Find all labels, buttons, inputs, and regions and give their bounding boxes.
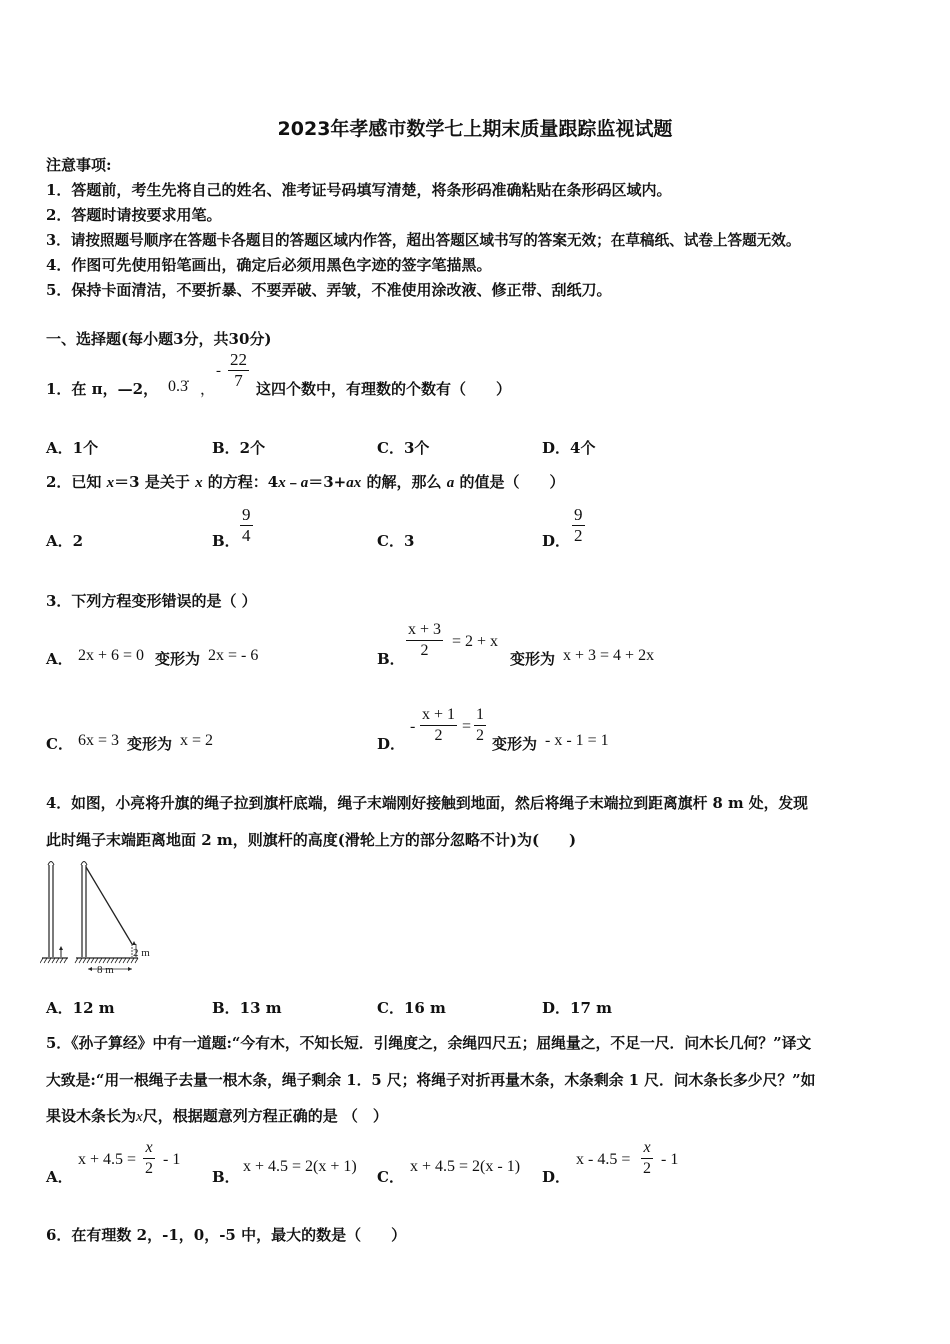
q5-a-tail: - 1 — [163, 1151, 181, 1168]
q2-b-num: 9 — [242, 505, 251, 524]
notice-item-2: 2．答题时请按要求用笔。 — [46, 206, 222, 224]
q2-var-ax: ax — [346, 475, 362, 491]
q2-var-x3: x — [278, 475, 286, 491]
q2-var-x: x — [106, 475, 115, 491]
q3-d-eq2: - x - 1 = 1 — [545, 732, 609, 749]
q1-sep: ， — [200, 380, 216, 398]
q3-stem: 3．下列方程变形错误的是（ ） — [46, 592, 257, 610]
q5-l3a: 果设木条长为 — [46, 1107, 137, 1125]
q3-option-c-label[interactable]: C． — [46, 735, 73, 753]
page-title: 2023年孝感市数学七上期末质量跟踪监视试题 — [277, 118, 673, 140]
notice-item-5: 5．保持卡面清洁，不要折暴、不要弄破、弄皱，不准使用涂改液、修正带、刮纸刀。 — [46, 281, 612, 299]
q3-c-mid: 变形为 — [127, 735, 173, 753]
q5-c-eq: x + 4.5 = 2(x - 1) — [410, 1158, 521, 1175]
q2-option-d-fraction — [572, 505, 585, 546]
q5-d-num: x — [641, 1138, 653, 1159]
q5-option-b-label[interactable]: B． — [212, 1168, 240, 1186]
q2-t1: 2．已知 — [46, 473, 107, 491]
q1-suffix: 这四个数中，有理数的个数有（ ） — [256, 380, 512, 398]
q3-b-mid: 变形为 — [510, 650, 556, 668]
q1-repeating-decimal: 0.3̇ — [168, 378, 188, 395]
q2-d-num: 9 — [574, 505, 583, 524]
q3-c-eq1: 6x = 3 — [78, 732, 120, 749]
q1-option-c[interactable]: C．3个 — [377, 439, 430, 457]
q5-stem-line2: 大致是:“用一根绳子去量一根木条，绳子剩余 1．5 尺；将绳子对折再量木条，木条剩余 1 尺．问木条长多少尺？”如 — [46, 1072, 816, 1089]
q3-b-den: 2 — [420, 642, 429, 659]
q5-d-fraction — [641, 1138, 653, 1179]
q5-option-d-label[interactable]: D． — [542, 1168, 571, 1186]
q2-t4: ﹣ — [285, 473, 301, 491]
q3-a-eq2: 2x = - 6 — [208, 647, 259, 664]
q2-option-b-fraction — [240, 505, 253, 546]
q6-stem: 6．在有理数 2，-1，0，-5 中，最大的数是（ ） — [46, 1226, 407, 1244]
q3-option-b-label[interactable]: B． — [377, 650, 405, 668]
q3-d-den: 2 — [434, 727, 443, 744]
q5-option-a-label[interactable]: A． — [46, 1168, 73, 1186]
q3-d-rfraction — [474, 705, 486, 746]
q4-option-d[interactable]: D．17 m — [542, 999, 612, 1017]
q2-stem — [46, 471, 564, 492]
q2-t2: ＝3 是关于 — [114, 473, 196, 491]
right-flagpole — [75, 862, 138, 972]
q1-neg-sign: - — [216, 363, 221, 379]
q5-l3b: 尺，根据题意列方程正确的是 （ ） — [142, 1107, 388, 1125]
q3-d-rnum: 1 — [474, 705, 486, 726]
q5-d-den: 2 — [643, 1160, 651, 1177]
q5-a-den: 2 — [145, 1160, 153, 1177]
notice-item-4: 4．作图可先使用铅笔画出，确定后必须用黑色字迹的签字笔描黑。 — [46, 256, 492, 274]
q5-stem-line1: 5．《孙子算经》中有一道题:“今有木，不知长短．引绳度之，余绳四尺五；屈绳量之，不足一尺．问木长几何？”译文 — [46, 1035, 812, 1052]
q1-option-a[interactable]: A．1个 — [46, 439, 99, 457]
q2-option-a[interactable]: A．2 — [46, 532, 84, 550]
q2-t7: 的值是（ ） — [454, 473, 565, 491]
q4-stem-line1: 4．如图，小亮将升旗的绳子拉到旗杆底端，绳子末端刚好接触到地面，然后将绳子末端拉到距离旗杆 8 m 处，发现 — [46, 795, 808, 812]
q4-option-c[interactable]: C．16 m — [377, 999, 446, 1017]
q5-option-c-label[interactable]: C． — [377, 1168, 404, 1186]
q3-d-rden: 2 — [476, 727, 484, 744]
q3-option-a-label[interactable]: A． — [46, 650, 73, 668]
q1-option-d[interactable]: D．4个 — [542, 439, 596, 457]
notice-heading: 注意事项: — [46, 156, 112, 174]
q5-var-x: x — [136, 1109, 143, 1125]
q3-a-mid: 变形为 — [155, 650, 201, 668]
q5-stem-line3 — [46, 1105, 388, 1126]
q3-b-fraction — [406, 620, 443, 661]
q1-prefix: 1．在 π，—2， — [46, 380, 159, 398]
q1-stem — [46, 378, 158, 399]
q5-a-lhs: x + 4.5 = — [78, 1151, 137, 1168]
q3-d-mid: 变形为 — [492, 735, 538, 753]
q2-d-den: 2 — [574, 526, 583, 545]
rope-line — [86, 867, 132, 944]
q3-option-d-label[interactable]: D． — [377, 735, 406, 753]
q3-b-eq2: x + 3 = 4 + 2x — [563, 647, 655, 664]
q3-d-neg: - — [410, 718, 416, 735]
q2-t3: 的方程：4 — [202, 473, 279, 491]
notice-item-1: 1．答题前，考生先将自己的姓名、准考证号码填写清楚，将条形码准确粘贴在条形码区域内。 — [46, 181, 672, 199]
q5-a-fraction — [143, 1138, 155, 1179]
label-8m: 8 m — [97, 964, 114, 976]
q3-b-num: x + 3 — [406, 620, 443, 641]
q1-frac-num: 22 — [230, 350, 247, 369]
q4-option-a[interactable]: A．12 m — [46, 999, 115, 1017]
q2-var-x2: x — [195, 475, 203, 491]
q4-stem-line2: 此时绳子末端距离地面 2 m，则旗杆的高度(滑轮上方的部分忽略不计)为( ) — [46, 831, 577, 849]
q2-option-c[interactable]: C．3 — [377, 532, 415, 550]
section-heading: 一、选择题(每小题3分，共30分) — [46, 330, 272, 348]
q5-d-lhs: x - 4.5 = — [576, 1151, 631, 1168]
q4-option-b[interactable]: B．13 m — [212, 999, 282, 1017]
q3-d-num: x + 1 — [420, 705, 457, 726]
q1-fraction — [228, 350, 249, 391]
q2-option-b[interactable]: B． — [212, 532, 240, 550]
q2-var-a2: a — [446, 475, 455, 491]
q5-d-tail: - 1 — [661, 1151, 679, 1168]
q1-option-b[interactable]: B．2个 — [212, 439, 266, 457]
q3-d-eq: = — [462, 718, 472, 735]
left-flagpole — [40, 862, 68, 964]
q1-frac-den: 7 — [234, 371, 243, 390]
q3-c-eq2: x = 2 — [180, 732, 214, 749]
q2-b-den: 4 — [242, 526, 251, 545]
q5-b-eq: x + 4.5 = 2(x + 1) — [243, 1158, 357, 1175]
q3-b-rhs: = 2 + x — [452, 633, 499, 650]
flagpole-figure — [40, 855, 170, 980]
q5-a-num: x — [143, 1138, 155, 1159]
q2-t6: 的解，那么 — [361, 473, 447, 491]
q3-d-fraction — [420, 705, 457, 746]
q2-option-d[interactable]: D． — [542, 532, 571, 550]
label-2m: 2 m — [133, 947, 150, 959]
notice-item-3: 3．请按照题号顺序在答题卡各题目的答题区域内作答，超出答题区域书写的答案无效；在草稿纸、试卷上答题无效。 — [46, 232, 801, 249]
q2-var-a: a — [300, 475, 309, 491]
q2-t5: ＝3+ — [308, 473, 347, 491]
q3-a-eq1: 2x + 6 = 0 — [78, 647, 145, 664]
